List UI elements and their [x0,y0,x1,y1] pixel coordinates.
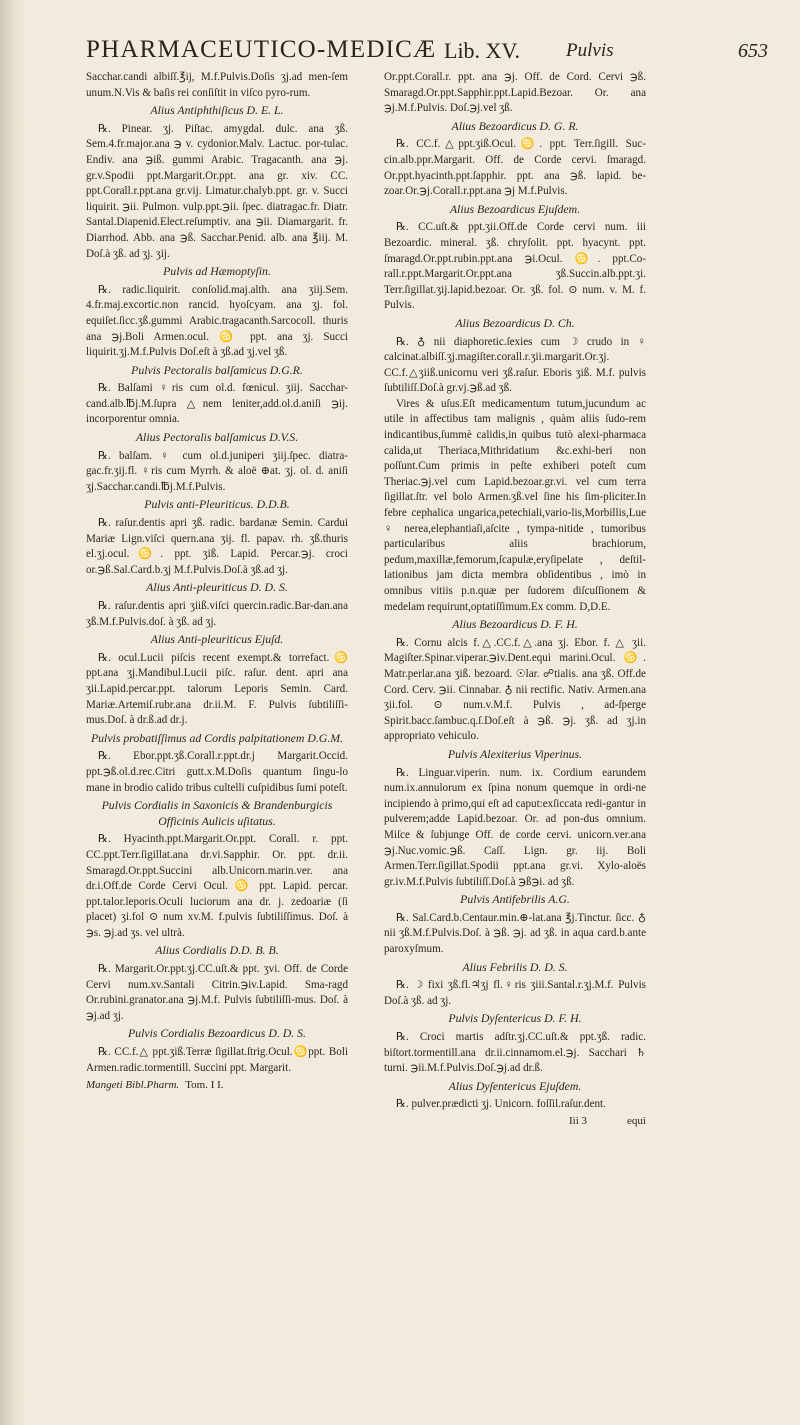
recipe-text: ℞. Linguar.viperin. num. ix. Cordium earundem num.ix.annulorum ex ſpina nonum quemque in ordi-ne incipiendo à primo,qui eſt ad caput:exſiccata redi-gantur in pulverem;adde Lapid.bezoar. Or. ad pon-dus omnium. Miſce & ſubjunge Off. de corde cervi. unicorn.ver.ana ℈j.Nuc.vomic.℈ß. Caſſ. Lign. gr. iij. Boli Armen.Terr.ſigillat.Spodii ppt.ana gr.vi. Xylo-aloës gr.iv.M.f.Pulvis ſubtiliſſ.Doſ.à ℈ß℈i. ad ʒß. [384,766,646,888]
recipe-heading: Pulvis probatiſſimus ad Cordis palpitationem D.G.M. [90,730,344,745]
recipe-heading: Alius Bezoardicus Ejuſdem. [449,201,581,216]
recipe-text: ℞. ♁ nii diaphoretic.ſexies cum ☽ crudo in ♀ calcinat.albiſſ.ʒj.magiſter.corall.r.ʒii.margarit.Or.ʒj. CC.f.△ʒiiß.unicornu veri ʒß.raſur. Eboris ʒiß. M.f. pulvis ſubtiliſſ.Doſ.à gr.vj.℈ß.ad ʒß. [384,335,646,395]
gathering-mark: Iii 3 [569,1115,588,1127]
recipe-heading: Alius Bezoardicus D. F. H. [452,617,578,632]
recipe-heading: Pulvis ad Hæmoptyſin. [163,264,271,279]
recipe-heading: Alius Cordialis D.D. B. B. [155,943,279,958]
recipe-heading: Alius Dyſentericus Ejuſdem. [448,1078,582,1093]
recipe-heading: Pulvis Alexiterius Viperinus. [447,746,583,761]
recipe-text: ℞. Hyacinth.ppt.Margarit.Or.ppt. Corall. r. ppt. CC.ppt.Terr.ſigillat.ana dr.vi.Sapphir. Or. ppt. dr.ii. Smaragd.Or.ppt.Succini alb.Unicorn.marin.ver. ana dr.i.Off.de Corde Cervi Ocul. ♋ ppt. Lapid. percar. ppt.talor.leporis.Oculi luciorum ana dr. j. zedoariæ (ſi placet) ʒi.fol ⊙ num xv.M. f.pulvis ſubtiliſſimus. Doſ. à ℈s. ℈j.ad ʒs. vel ultrà. [86,833,348,939]
recipe-text: ℞. raſur.dentis apri ʒß. radic. bardanæ Semin. Cardui Mariæ Lign.viſci quern.ana ʒij. fl. papav. rh. ʒß.thuris el.ʒj.ocul.♋. ppt. ʒiß. Lapid. Percar.℈j. croci or.℈ß.Sal.Card.b.ʒj M.f.Pulvis.Doſ.à ʒß.ad ʒj. [86,517,348,576]
recipe-heading: Alius Febrilis D. D. S. [462,959,568,974]
recipe-heading: Alius Bezoardicus D. G. R. [451,118,579,133]
recipe-text: ℞. ☽ fixi ʒß.fl.♃ʒj fl.♀ris ʒiii.Santal.r.ʒj.M.f. Pulvis Doſ.à ʒß. ad ʒj. [384,979,646,1007]
recipe-heading: Pulvis Cordialis in Saxonicis & Brandenburgicis Officinis Aulicis uſitatus. [101,798,333,828]
section-name: Pulvis [566,40,614,61]
signature-volume: Tom. I I. [185,1079,224,1092]
running-title: PHARMACEUTICO-MEDICÆ [86,36,437,63]
recipe-text: ℞. CC.f.△ ppt.ʒiß.Terræ ſigillat.ſtrig.Ocul.♋ppt. Boli Armen.radic.tormentill. Succini ppt. Margarit. [86,1046,348,1074]
left-column [86,70,348,1094]
recipe-text: ℞. balſam. ♀ cum ol.d.juniperi ʒiij.ſpec. diatra-gac.fr.ʒij.fl. ♀ris cum Myrrh. & aloë ⊕at. ʒj. ol. d. aniſi ʒj.Sacchar.candi.℔j.M.f.Pulvis. [86,449,348,493]
recipe-text: ℞. pulver.prædicti ʒj. Unicorn. foſſil.raſur.dent. [396,1098,606,1111]
recipe-heading: Pulvis Dyſentericus D. F. H. [448,1011,582,1026]
catchword: equi [627,1115,646,1127]
recipe-text: ℞. CC.f.△ppt.ʒiß.Ocul.♋. ppt. Terr.ſigill. Suc-cin.alb.ppr.Margarit. Off. de Corde cervi. ſmaragd. Or.ppt.hyacinth.ppt.ſapphir. ppt. ana ℈ß. lapid. be-zoar.Or.℈j.Corall.r.ppt.ana ℈j M.f.Pulvis. [384,138,646,198]
signature-line [384,1114,646,1130]
recipe-heading: Alius Anti-pleuriticus D. D. S. [146,580,288,595]
recipe-heading: Pulvis Cordialis Bezoardicus D. D. S. [127,1026,307,1041]
recipe-heading: Alius Antiphthiſicus D. E. L. [150,103,284,118]
recipe-text: ℞. ocul.Lucii piſcis recent exempt.& torrefact.♋ ppt.ana ʒj.Mandibul.Lucii piſc. raſur. dent. apri ana ʒii.Lapid.percar.ppt. talorum Leporis Semin. Card. Mariæ.Artemiſ.rubr.ana dr.ii.M. F. Pulvis ſubtiliſſi-mus.Doſ. à dr.ß.ad dr.j. [86,651,348,727]
recipe-text: ℞. Croci martis adſtr.ʒj.CC.uſt.& ppt.ʒß. radic. biſtort.tormentill.ana dr.ii.cinnamom.el.℈j. Sacchari ♄ turni. ℈ii.M.f.Pulvis.Doſ.℈j.ad dr.ß. [384,1031,646,1075]
recipe-heading: Pulvis Pectoralis balſamicus D.G.R. [131,362,303,377]
recipe-heading: Alius Pectoralis balſamicus D.V.S. [135,430,299,445]
recipe-text: ℞. Balſami ♀ris cum ol.d. fœnicul. ʒiij. Sacchar-cand.alb.℔j.M.ſupra △nem leniter,add.ol.d.aniſi ℈ij. incorporentur omnia. [86,382,348,426]
signature-line [86,1078,348,1094]
recipe-text: ℞. raſur.dentis apri ʒiiß.viſci quercin.radic.Bar-dan.ana ʒß.M.f.Pulvis.doſ. à ʒß. ad ʒj. [86,600,348,628]
recipe-heading: Pulvis anti-Pleuriticus. D.D.B. [144,497,290,512]
recipe-heading: Alius Bezoardicus D. Ch. [455,315,575,330]
recipe-text: ℞. Cornu alcis f.△.CC.f.△.ana ʒj. Ebor. f. △ ʒii. Magiſter.Spinar.viperar.℈iv.Dent.equi marini.Ocul. ♋. Matr.perlar.ana ʒiß. bezoard. ☉lar. ☍tialis. ana ʒß. Off.de Cord. Cerv. ℈ii. Cinnabar. ♁ nii rectific. Nativ. Armen.ana ʒii.fol. ⊙ num.v.M.f. Pulvis , ad-ſperge Spirit.bacc.ſambuc.q.ſ.Doſ.eſt à ℈ß. ℈j. ʒß. ad ʒj.in appropriato vehiculo. [384,636,646,743]
recipe-heading: Pulvis Antifebrilis A.G. [460,892,570,907]
recipe-text: ℞. Pinear. ʒj. Piſtac. amygdal. dulc. ana ʒß. Sem.4.fr.major.ana ℈ v. cydonior.Malv. Lactuc. por-tulac. Endiv. ana ℈iß. gummi Arabic. Tragacanth. ana ℈j. gr.v.Spodii ppt.Margarit.Or.ppt. ana gr. xiv. CC. ppt.Corall.r.ppt.ana gr.vij. Limatur.chalyb.ppt. gr. v. Succi liquirit. ℈ii. Pulmon. vulp.ppt.℈ii. ſpec. diatragac.fr. Diatr. Santal.Diapenid.Elect.reſumptiv. ana ℈ii. Diamargarit. fr. Diarrhod. Abb. ana ℈ß. Sacchar.Penid. alb. ana ℥iij. M. Doſ.à ʒß. ad ʒj. ʒij. [86,122,348,260]
running-header [0,36,800,66]
page-number: 653 [738,40,768,62]
body-text: Sacchar.candi albiſſ.℥ij, M.f.Pulvis.Doſis ʒj.ad men-ſem unum.N.Vis & baſis rei conſiſtit in viſco pyro-rum. [86,71,348,99]
signature-title: Mangeti Bibl.Pharm. [86,1079,180,1092]
page-gutter-shadow [0,0,26,1425]
body-text: Or.ppt.Corall.r. ppt. ana ℈j. Off. de Cord. Cervi ℈ß. Smaragd.Or.ppt.Sapphir.ppt.Lapid.Bezoar. Or. ana ℈j.M.f.Pulvis. Doſ.℈j.vel ʒß. [384,71,646,115]
recipe-text: ℞. Margarit.Or.ppt.ʒj.CC.uſt.& ppt. ʒvi. Off. de Corde Cervi num.xv.Santali Citrin.℈iv.Lapid. Sma-ragd Or.rubini.granator.ana ℈j.M.f. Pulvis ſubtiliſſi-mus. Doſ. à ℈j.ad ʒj. [86,963,348,1022]
book-number: Lib. XV. [444,38,520,63]
recipe-text: Vires & uſus.Eſt medicamentum tutum,jucundum ac utile in affectibus tam malignis , quàm aliis ſudo-rem indicantibus,ſummè calidis,in quibus tutò alexi-pharmaca calida,ut Theriaca,Mithridatium &c.exhi-beri non poſſunt.Cum primis in peſte exhiberi poteſt cum Theriac.℈j.vel cum Lapid.bezoar.gr.vi. vel cum terra ſigillat.ſtr. vel bolo Armen.ʒß.vel ſine his ſim-pliciter.In febre cephalica ungarica,petechiali,vario-lis,Morbillis,Lue ♀ nerea,elephantiaſi,aſcite , tympa-nitide , tumoribus particularibus aliis brachiorum, pedum,maxillæ,femorum,ſcapulæ,eryſipelate , deſtil-lationibus jam dicta membra obſidentibus , imò in omnibus vitiis p.n.quæ per ſudorem diſcuſſionem & medelam requirunt,optatiſſimum.Ex comm. D,D.E. [384,397,646,613]
recipe-text: ℞. radic.liquirit. conſolid.maj.alth. ana ʒiij.Sem. 4.fr.maj.excortic.non rancid. hyoſcyam. ana ʒj. fol. equiſet.ſicc.ʒß.gummi Arabic.tragacanth.Sarcocoll. thuris ana ℈j.Boli Armen.ocul. ♋ ppt. ana ʒj. Succi liquirit.ʒj.M.f.Pulvis Doſ.eſt à ʒß.ad ʒj.vel ʒß. [86,283,348,359]
recipe-heading: Alius Anti-pleuriticus Ejuſd. [150,632,284,647]
recipe-text: ℞. Sal.Card.b.Centaur.min.⊕-lat.ana ℥j.Tinctur. ſicc. ♁ nii ʒß.M.f.Pulvis.Doſ. à ℈ß. ℈j. ad ʒß. in aqua card.b.ante paroxyſmum. [384,911,646,956]
recipe-text: ℞. Ebor.ppt.ʒß.Corall.r.ppt.dr.j Margarit.Occid. ppt.℈ß.ol.d.rec.Citri gutt.x.M.Doſis quantum ſingu-lo mane in brodio calido tribus cultelli cuſpidibus ſumi poteſt. [86,750,348,794]
recipe-text: ℞. CC.uſt.& ppt.ʒii.Off.de Corde cervi num. iii Bezoardic. mineral. ʒß. chryſolit. ppt. hyacynt. ppt. ſmaragd.Or.ppt.rubin.ppt.ana ℈i.Ocul. ♋. ppt.Co-rall.r.ppt.Margarit.Or.ppt.ana ʒß.Succin.alb.ppt.ʒi. Terr.ſigillat.ʒij.lapid.bezoar. Or. ʒß. fol. ⊙ num. v. M. f. Pulvis. [384,221,646,312]
right-column [384,70,646,1130]
